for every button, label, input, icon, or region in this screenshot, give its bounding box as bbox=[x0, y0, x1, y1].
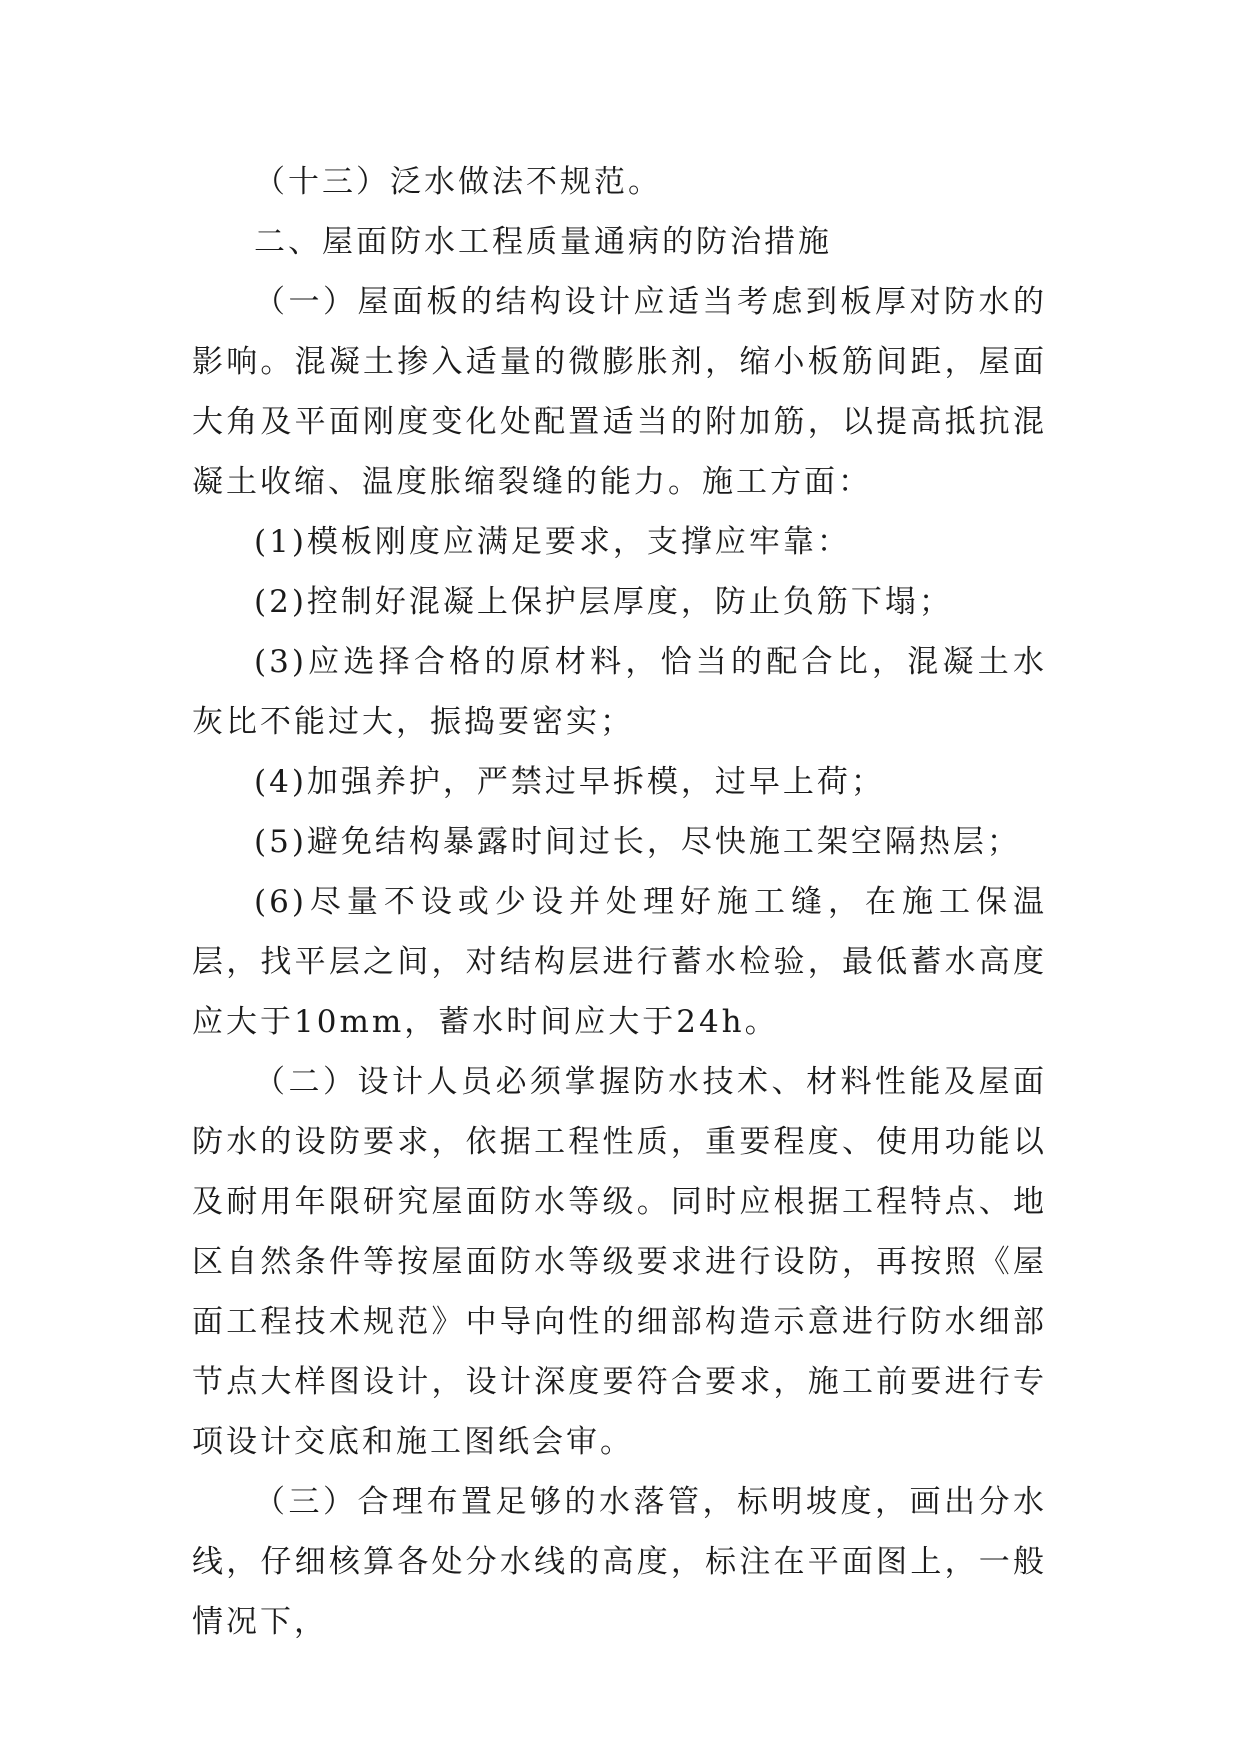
list-item: (4)加强养护，严禁过早拆模，过早上荷； bbox=[254, 764, 885, 800]
paragraph-measure-2: （二）设计人员必须掌握防水技术、材料性能及屋面防水的设防要求，依据工程性质，重要程度、使用功能以及耐用年限研究屋面防水等级。同时应根据工程特点、地区自然条件等按屋面防水等级要求进行设防，再按照《屋面工程技术规范》中导向性的细部构造示意进行防水细部节点大样图设计，设计深度要符合要求，施工前要进行专项设计交底和施工图纸会审。 bbox=[192, 1064, 1047, 1460]
paragraph-item-13: （十三）泛水做法不规范。 bbox=[254, 164, 662, 200]
list-item: (2)控制好混凝上保护层厚度，防止负筋下塌； bbox=[254, 584, 953, 620]
list-item: (5)避免结构暴露时间过长，尽快施工架空隔热层； bbox=[254, 824, 1021, 860]
list-item: (6)尽量不设或少设并处理好施工缝，在施工保温层，找平层之间，对结构层进行蓄水检验，最低蓄水高度应大于10mm，蓄水时间应大于24h。 bbox=[192, 884, 1047, 1040]
section-heading: 二、屋面防水工程质量通病的防治措施 bbox=[254, 224, 832, 260]
list-item: (3)应选择合格的原材料，恰当的配合比，混凝土水灰比不能过大，振捣要密实； bbox=[192, 644, 1047, 740]
paragraph-measure-1: （一）屋面板的结构设计应适当考虑到板厚对防水的影响。混凝土掺入适量的微膨胀剂，缩小板筋间距，屋面大角及平面刚度变化处配置适当的附加筋，以提高抵抗混凝土收缩、温度胀缩裂缝的能力。施工方面： bbox=[192, 284, 1047, 500]
paragraph-measure-3: （三）合理布置足够的水落管，标明坡度，画出分水线，仔细核算各处分水线的高度，标注在平面图上，一般情况下， bbox=[192, 1484, 1047, 1640]
document-body bbox=[192, 152, 1047, 1652]
list-item: (1)模板刚度应满足要求，支撑应牢靠： bbox=[254, 524, 851, 560]
